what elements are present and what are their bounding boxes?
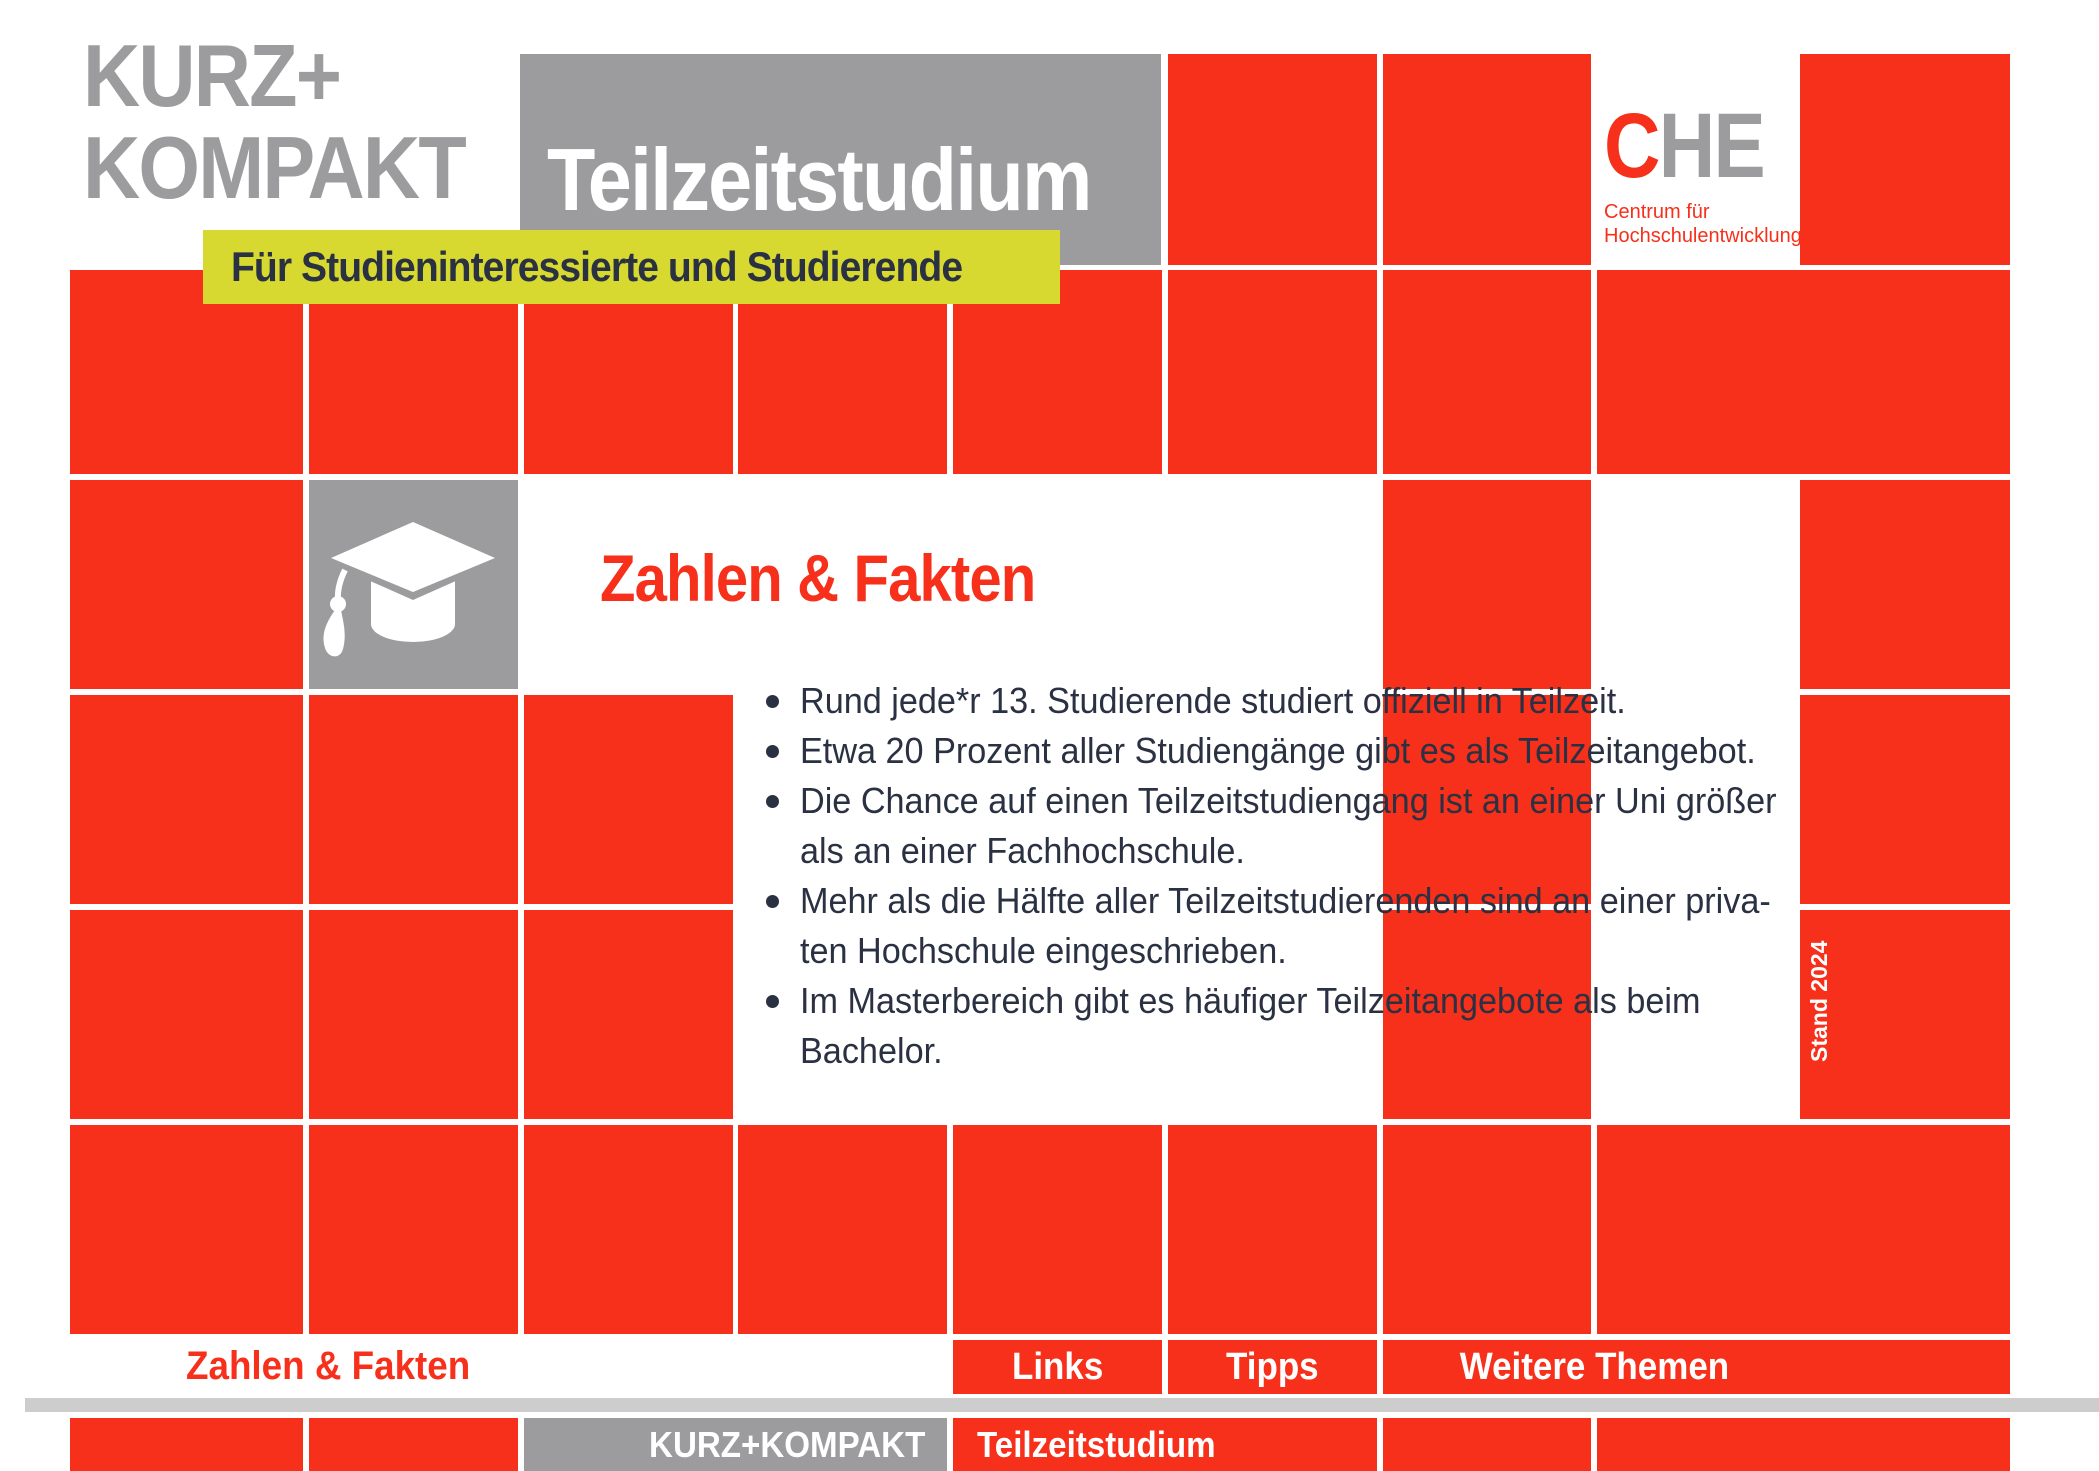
grid-square bbox=[1383, 54, 1591, 265]
nav-item-weitere-themen[interactable] bbox=[1383, 1340, 1806, 1394]
grid-square bbox=[1800, 1125, 2010, 1334]
grid-square bbox=[524, 1125, 733, 1334]
fact-text: Im Masterbereich gibt es häufiger Teilzeitangebote als beim bbox=[800, 980, 1701, 1021]
fact-text: Bachelor. bbox=[800, 1030, 943, 1071]
footer-brand-box bbox=[524, 1418, 947, 1471]
grid-square bbox=[309, 695, 518, 904]
list-item bbox=[766, 676, 1806, 726]
grid-square bbox=[70, 695, 303, 904]
grid-square bbox=[1168, 270, 1377, 474]
brand-line1: KURZ+ bbox=[83, 26, 341, 125]
list-item bbox=[766, 726, 1806, 776]
bullet-dot bbox=[766, 726, 800, 776]
nav-item-links[interactable] bbox=[953, 1340, 1162, 1394]
footer-brand-label: KURZ+KOMPAKT bbox=[648, 1423, 925, 1465]
fact-text: Die Chance auf einen Teilzeitstudiengang ist an einer Uni größer bbox=[800, 780, 1777, 821]
bullet-dot bbox=[766, 876, 800, 976]
grid-square bbox=[738, 1125, 947, 1334]
footer-title-label: Teilzeitstudium bbox=[977, 1423, 1216, 1465]
grid-square bbox=[70, 480, 303, 689]
nav-item-tipps[interactable] bbox=[1168, 1340, 1377, 1394]
grid-square bbox=[1800, 1418, 2010, 1471]
nav-current-section: Zahlen & Fakten bbox=[186, 1344, 471, 1388]
graduation-cap-icon bbox=[309, 480, 518, 689]
grid-square bbox=[1383, 1418, 1591, 1471]
list-item bbox=[766, 776, 1806, 876]
page-title: Teilzeitstudium bbox=[547, 130, 1091, 229]
che-logo-sub1: Centrum für bbox=[1604, 201, 1710, 223]
che-logo-he: HE bbox=[1658, 95, 1765, 197]
brand-wordmark bbox=[83, 26, 465, 217]
grid-square bbox=[309, 910, 518, 1119]
grid-square bbox=[953, 1125, 1162, 1334]
grid-square bbox=[1168, 54, 1377, 265]
grid-square bbox=[309, 1125, 518, 1334]
grid-square bbox=[1800, 270, 2010, 474]
grid-square bbox=[1597, 1418, 1806, 1471]
grid-square bbox=[70, 1125, 303, 1334]
grid-square bbox=[70, 910, 303, 1119]
list-item bbox=[766, 976, 1806, 1076]
grid-square bbox=[1383, 480, 1591, 689]
grid-square bbox=[1800, 1340, 2010, 1394]
che-logo bbox=[1604, 95, 1804, 260]
bullet-dot bbox=[766, 976, 800, 1076]
che-logo-text bbox=[1604, 95, 1774, 197]
che-logo-sub2: Hochschulentwicklung bbox=[1604, 225, 1802, 247]
brand-line2: KOMPAKT bbox=[83, 118, 465, 217]
subtitle-text: Für Studieninteressierte und Studierende bbox=[231, 243, 963, 290]
nav-item-label: Weitere Themen bbox=[1459, 1345, 1730, 1388]
grid-square bbox=[70, 1418, 303, 1471]
fact-text: Mehr als die Hälfte aller Teilzeitstudierenden sind an einer priva- bbox=[800, 880, 1771, 921]
footer-divider bbox=[25, 1398, 2099, 1412]
che-logo-c: C bbox=[1604, 95, 1659, 197]
list-item bbox=[766, 876, 1806, 976]
bullet-dot bbox=[766, 776, 800, 876]
fact-text: ten Hochschule eingeschrieben. bbox=[800, 930, 1287, 971]
grid-square bbox=[1168, 1125, 1377, 1334]
grid-square bbox=[1800, 695, 2010, 904]
section-heading: Zahlen & Fakten bbox=[600, 541, 1036, 615]
subtitle-ribbon bbox=[203, 230, 1060, 304]
grid-square bbox=[1597, 270, 1806, 474]
fact-text: Etwa 20 Prozent aller Studiengänge gibt es als Teilzeitangebot. bbox=[800, 730, 1756, 771]
fact-text: Rund jede*r 13. Studierende studiert offiziell in Teilzeit. bbox=[800, 680, 1626, 721]
nav-item-label: Tipps bbox=[1226, 1345, 1319, 1388]
grid-square bbox=[1800, 480, 2010, 689]
grid-square bbox=[524, 910, 733, 1119]
bullet-dot bbox=[766, 676, 800, 726]
facts-list bbox=[766, 676, 1806, 1076]
fact-text: als an einer Fachhochschule. bbox=[800, 830, 1245, 871]
section-icon-tile bbox=[309, 480, 518, 689]
grid-square bbox=[524, 695, 733, 904]
grid-square bbox=[1383, 1125, 1591, 1334]
footer-title-box bbox=[953, 1418, 1377, 1471]
stand-note: Stand 2024 bbox=[1806, 940, 1832, 1062]
grid-square bbox=[1800, 54, 2010, 265]
grid-square bbox=[1597, 1125, 1806, 1334]
grid-square bbox=[1383, 270, 1591, 474]
nav-item-label: Links bbox=[1011, 1345, 1104, 1388]
grid-square bbox=[309, 1418, 518, 1471]
